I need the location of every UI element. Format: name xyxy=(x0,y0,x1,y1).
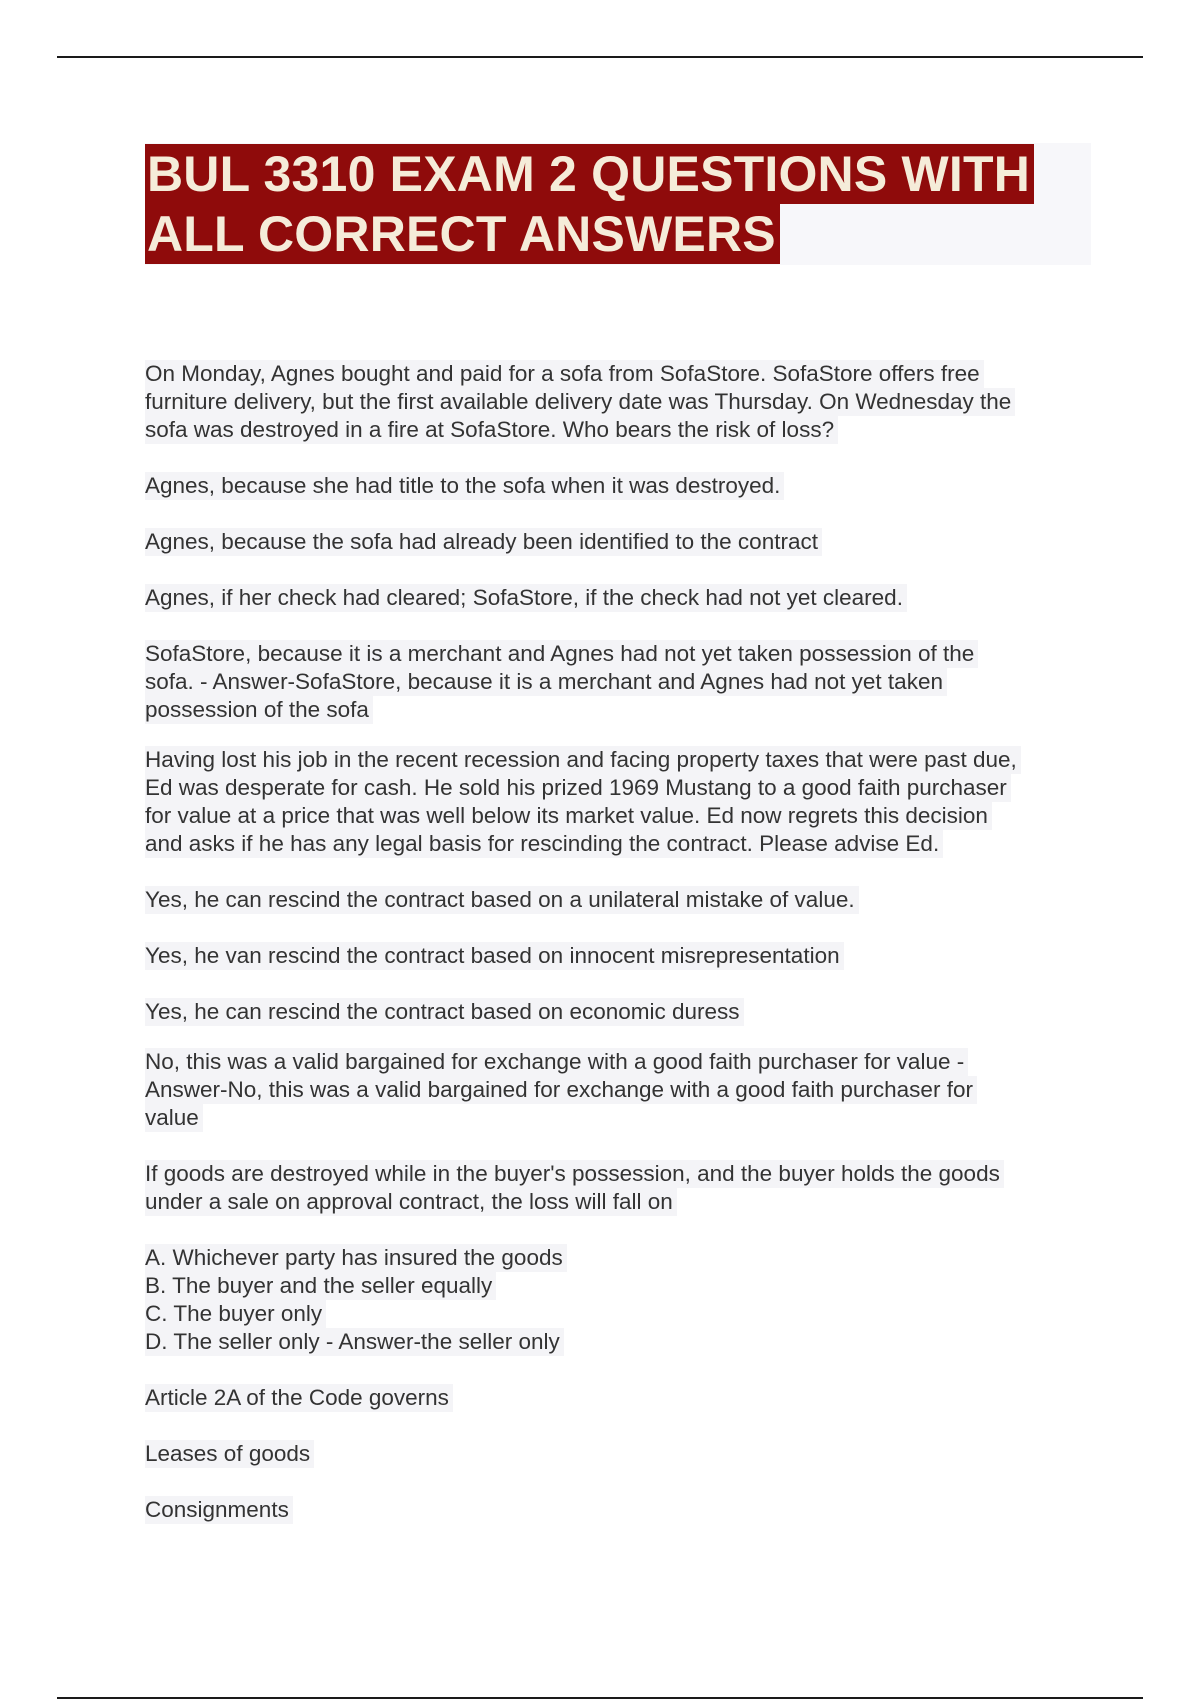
answer-option xyxy=(145,528,1090,556)
answer-option xyxy=(145,886,1090,914)
answer-option xyxy=(145,998,1090,1026)
text-line: C. The buyer only xyxy=(145,1300,326,1328)
question-paragraph xyxy=(145,1160,1090,1216)
document-title-line-2: ALL CORRECT ANSWERS xyxy=(145,204,780,264)
bottom-rule xyxy=(57,1697,1143,1699)
text-line: A. Whichever party has insured the goods xyxy=(145,1244,567,1272)
answer-option xyxy=(145,472,1090,500)
text-line: On Monday, Agnes bought and paid for a sofa from SofaStore. SofaStore offers free xyxy=(145,360,984,388)
question-paragraph xyxy=(145,360,1090,444)
top-rule xyxy=(57,56,1143,58)
text-line: furniture delivery, but the first available delivery date was Thursday. On Wednesday the xyxy=(145,388,1015,416)
text-line: sofa. - Answer-SofaStore, because it is a merchant and Agnes had not yet taken xyxy=(145,668,947,696)
text-line: Yes, he van rescind the contract based on innocent misrepresentation xyxy=(145,942,844,970)
text-line: for value at a price that was well below its market value. Ed now regrets this decision xyxy=(145,802,992,830)
text-line: Answer-No, this was a valid bargained for exchange with a good faith purchaser for xyxy=(145,1076,977,1104)
text-line: value xyxy=(145,1104,203,1132)
answer-option xyxy=(145,1496,1090,1524)
document-body xyxy=(145,360,1090,1552)
answer-choices-list xyxy=(145,1244,1090,1356)
text-line: B. The buyer and the seller equally xyxy=(145,1272,496,1300)
text-line: under a sale on approval contract, the loss will fall on xyxy=(145,1188,677,1216)
text-line: Agnes, because she had title to the sofa when it was destroyed. xyxy=(145,472,784,500)
text-line: Yes, he can rescind the contract based on a unilateral mistake of value. xyxy=(145,886,859,914)
text-line: D. The seller only - Answer-the seller only xyxy=(145,1328,564,1356)
answer-option xyxy=(145,640,1090,724)
document-title-line-1: BUL 3310 EXAM 2 QUESTIONS WITH xyxy=(145,144,1034,204)
text-line: Agnes, because the sofa had already been identified to the contract xyxy=(145,528,822,556)
text-line: No, this was a valid bargained for exchange with a good faith purchaser for value - xyxy=(145,1048,968,1076)
text-line: Ed was desperate for cash. He sold his prized 1969 Mustang to a good faith purchaser xyxy=(145,774,1011,802)
text-line: sofa was destroyed in a fire at SofaStore. Who bears the risk of loss? xyxy=(145,416,838,444)
question-paragraph xyxy=(145,746,1090,858)
question-paragraph xyxy=(145,1384,1090,1412)
text-line: Yes, he can rescind the contract based on economic duress xyxy=(145,998,744,1026)
text-line: possession of the sofa xyxy=(145,696,373,724)
text-line: Agnes, if her check had cleared; SofaStore, if the check had not yet cleared. xyxy=(145,584,907,612)
answer-option xyxy=(145,942,1090,970)
text-line: SofaStore, because it is a merchant and Agnes had not yet taken possession of the xyxy=(145,640,978,668)
text-line: If goods are destroyed while in the buyer's possession, and the buyer holds the goods xyxy=(145,1160,1004,1188)
text-line: Leases of goods xyxy=(145,1440,314,1468)
text-line: Consignments xyxy=(145,1496,293,1524)
text-line: Having lost his job in the recent recession and facing property taxes that were past due, xyxy=(145,746,1021,774)
text-line: Article 2A of the Code governs xyxy=(145,1384,453,1412)
answer-option xyxy=(145,584,1090,612)
answer-option xyxy=(145,1048,1090,1132)
text-line: and asks if he has any legal basis for rescinding the contract. Please advise Ed. xyxy=(145,830,943,858)
answer-option xyxy=(145,1440,1090,1468)
